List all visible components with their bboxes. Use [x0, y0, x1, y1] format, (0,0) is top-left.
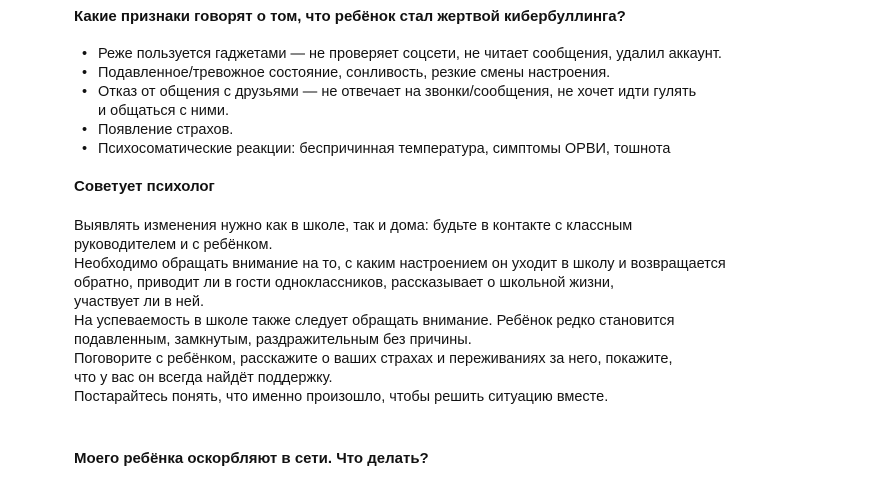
article-content — [74, 7, 854, 469]
list-item-text: Подавленное/тревожное состояние, сонливость, резкие смены настроения. — [98, 65, 611, 81]
bullet-icon: • — [82, 46, 88, 62]
advice-line: руководителем и с ребёнком. — [74, 237, 273, 253]
bullet-icon: • — [82, 122, 88, 138]
signs-list — [74, 45, 854, 159]
list-item — [74, 64, 854, 83]
list-item-text: Отказ от общения с друзьями — не отвечает на звонки/сообщения, не хочет идти гулять — [98, 84, 697, 100]
advice-line: участвует ли в ней. — [74, 294, 205, 310]
list-item-text: Появление страхов. — [98, 122, 234, 138]
bullet-icon: • — [82, 141, 88, 157]
advice-line: обратно, приводит ли в гости одноклассников, рассказывает о школьной жизни, — [74, 275, 614, 291]
list-item-text: Психосоматические реакции: беспричинная температура, симптомы ОРВИ, тошнота — [98, 141, 671, 157]
list-item — [74, 45, 854, 64]
list-item-text-continued: и общаться с ними. — [98, 103, 229, 119]
advice-line: подавленным, замкнутым, раздражительным без причины. — [74, 332, 472, 348]
advice-line: На успеваемость в школе также следует обращать внимание. Ребёнок редко становится — [74, 313, 675, 329]
list-item — [74, 140, 854, 159]
insult-heading: Моего ребёнка оскорбляют в сети. Что делать? — [74, 450, 429, 467]
list-item — [74, 121, 854, 140]
list-item-text: Реже пользуется гаджетами — не проверяет соцсети, не читает сообщения, удалил аккаунт. — [98, 46, 722, 62]
advice-line: что у вас он всегда найдёт поддержку. — [74, 370, 333, 386]
advice-line: Постарайтесь понять, что именно произошло, чтобы решить ситуацию вместе. — [74, 389, 609, 405]
bullet-icon: • — [82, 65, 88, 81]
psychologist-heading: Советует психолог — [74, 178, 215, 195]
advice-line: Поговорите с ребёнком, расскажите о ваших страхах и переживаниях за него, покажите, — [74, 351, 673, 367]
psychologist-advice — [74, 217, 854, 407]
signs-heading: Какие признаки говорят о том, что ребёнок стал жертвой кибербуллинга? — [74, 8, 626, 25]
list-item — [74, 83, 854, 121]
advice-line: Выявлять изменения нужно как в школе, так и дома: будьте в контакте с классным — [74, 218, 633, 234]
advice-line: Необходимо обращать внимание на то, с каким настроением он уходит в школу и возвращается — [74, 256, 726, 272]
bullet-icon: • — [82, 84, 88, 100]
